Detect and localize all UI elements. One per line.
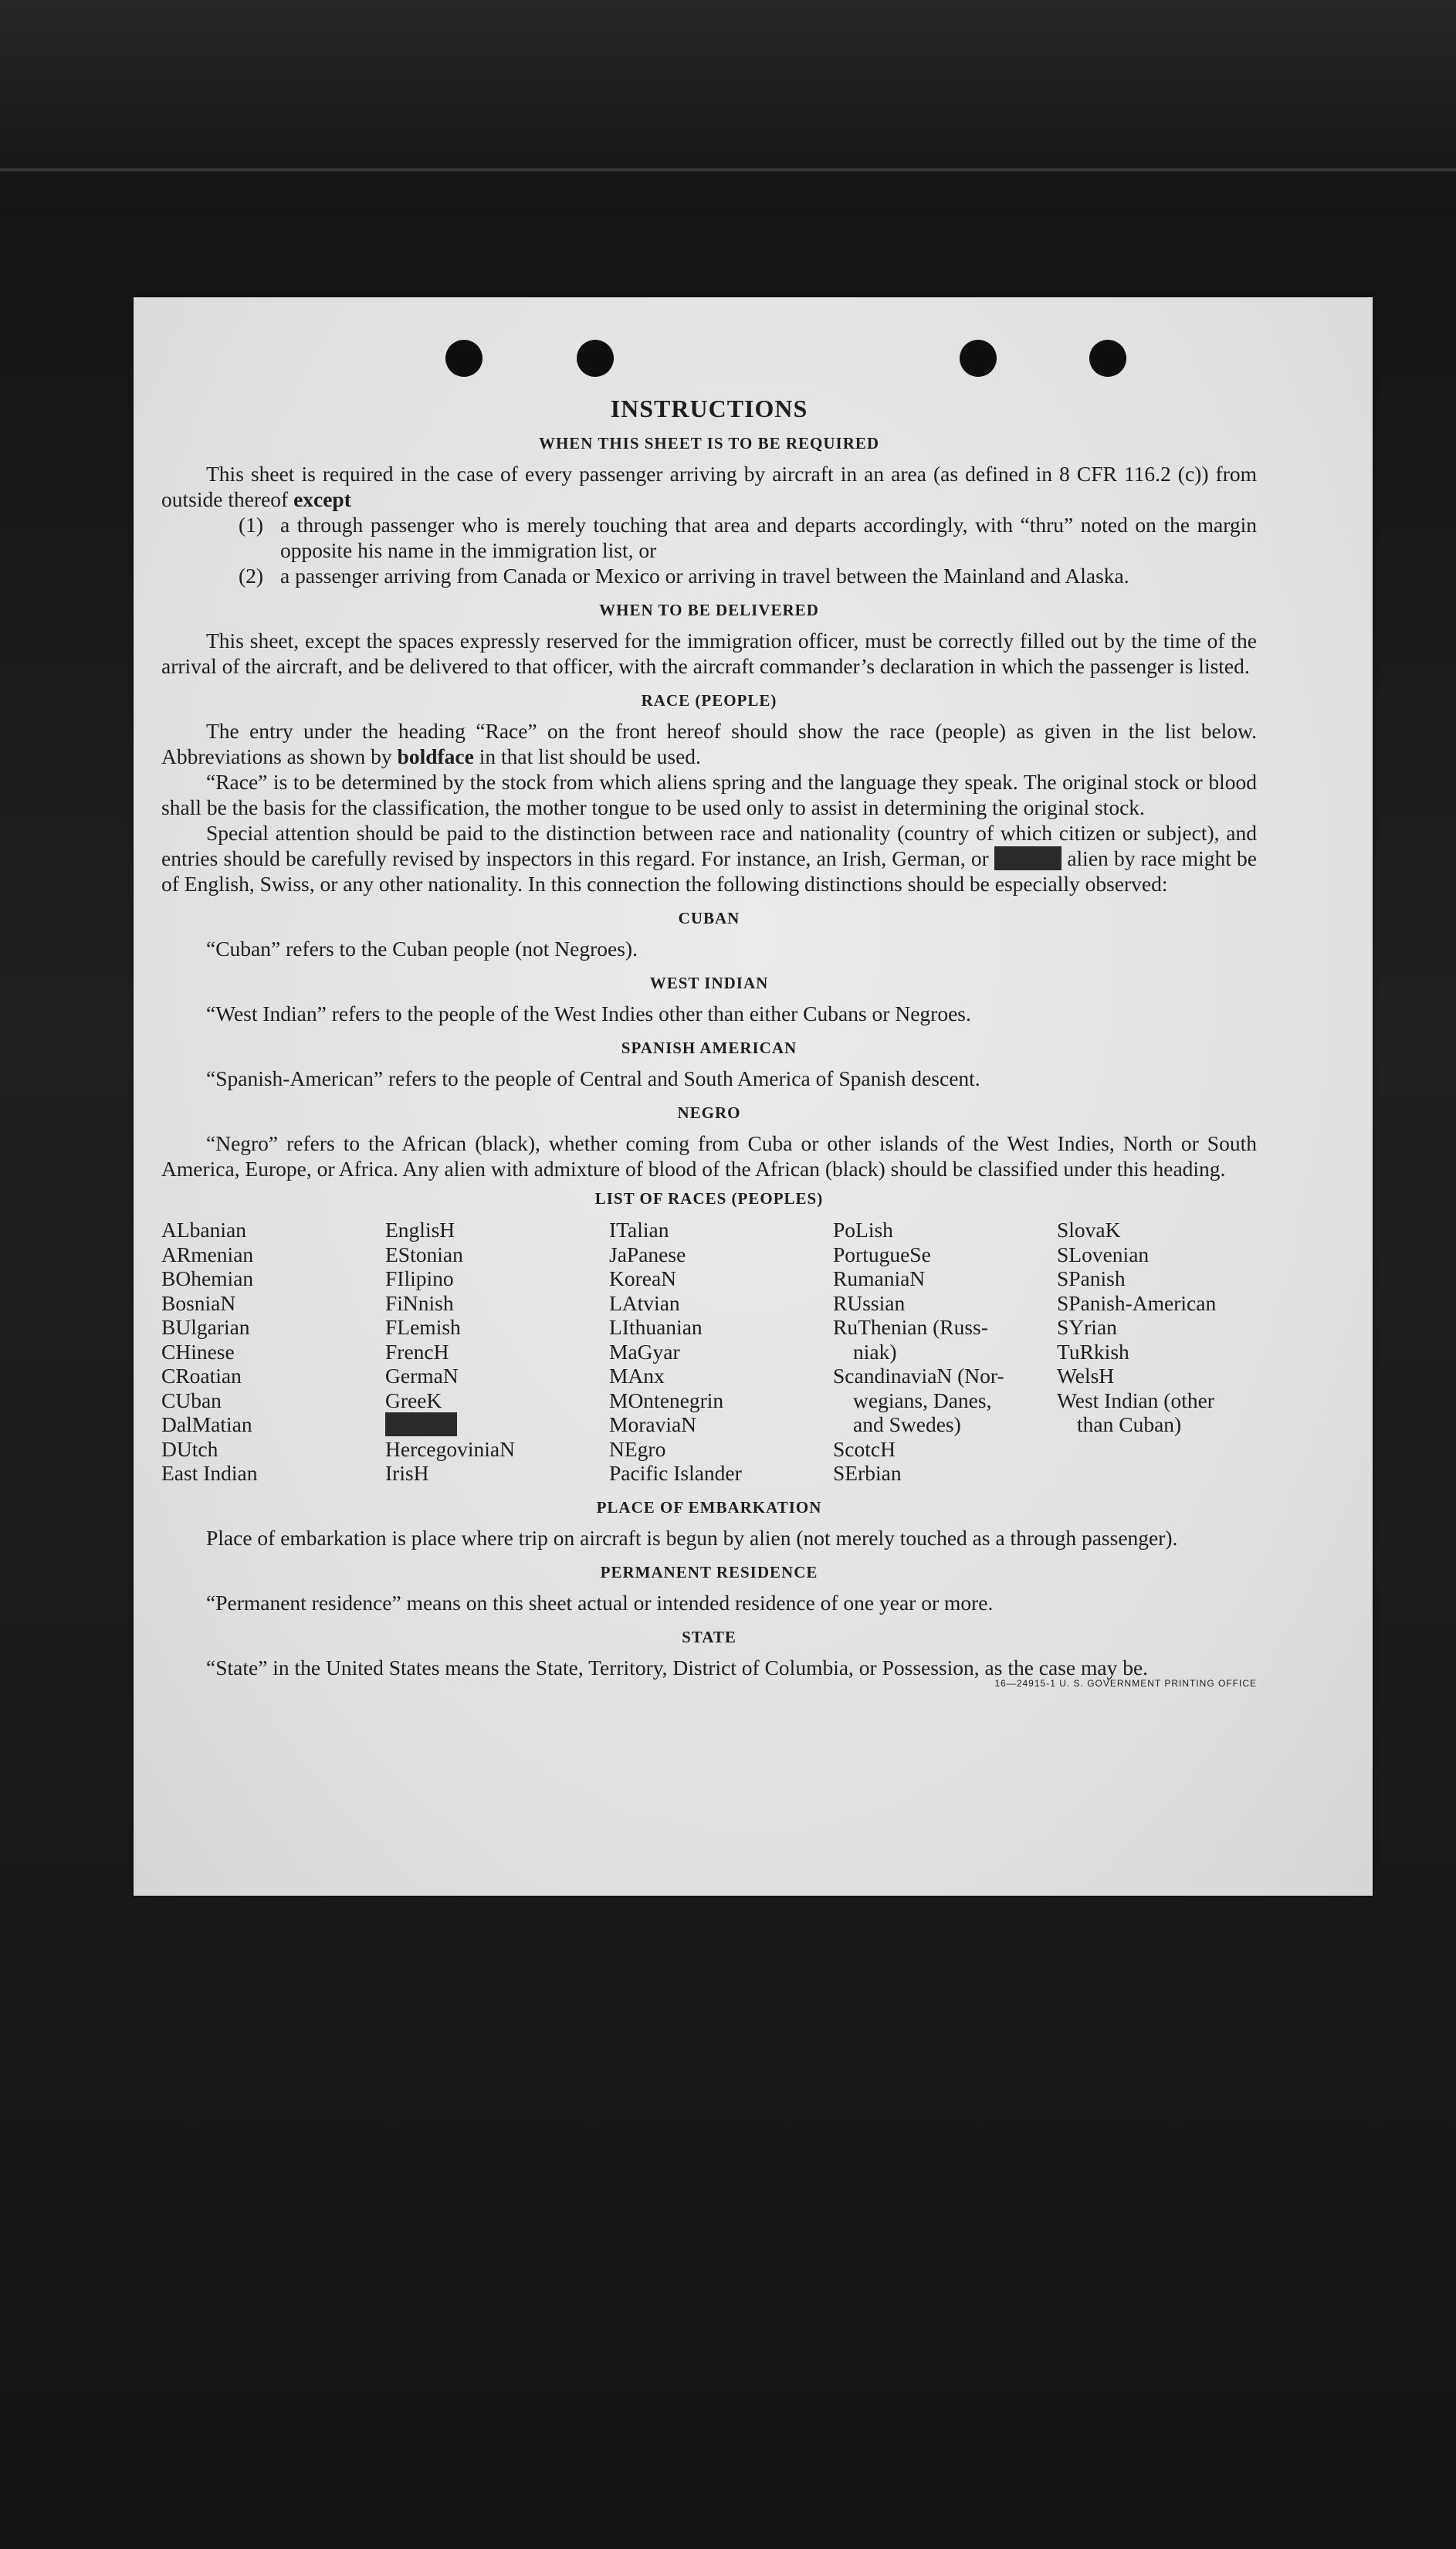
race-column-3 [609, 1218, 833, 1486]
race-entry-continued: than Cuban) [1077, 1412, 1182, 1436]
race-entry: JaPanese [609, 1242, 686, 1266]
heading-spanish-american: SPANISH AMERICAN [621, 1039, 797, 1057]
race-entry-continued: wegians, Danes, [853, 1388, 992, 1412]
race-entry: IrisH [385, 1461, 429, 1485]
race-entry: SPanish-American [1057, 1290, 1217, 1315]
race-entry: ALbanian [161, 1218, 246, 1242]
sheet-content [161, 396, 1257, 1697]
race-column-4 [833, 1218, 1057, 1486]
race-paragraph-2: “Race” is to be determined by the stock from which aliens spring and the language they speak. The original stock or blood shall be the basis for the classification, the mother tongue to be used only to assist in determining the original stock. [161, 770, 1257, 819]
race-entry: MoraviaN [609, 1412, 697, 1436]
instruction-sheet [134, 297, 1373, 1896]
struck-out-word: Hebrew [994, 846, 1062, 870]
race-entry: TuRkish [1057, 1339, 1129, 1364]
race-entry: FLemish [385, 1315, 461, 1339]
race-entry: HercegoviniaN [385, 1436, 515, 1461]
exception-item-2: (2) a passenger arriving from Canada or Mexico or arriving in travel between the Mainland and Alaska. [239, 564, 1129, 588]
race-entry: SYrian [1057, 1315, 1117, 1339]
punch-hole [960, 340, 997, 377]
race-entry: SErbian [833, 1461, 902, 1485]
race-entry: BosniaN [161, 1290, 236, 1315]
race-entry-continued: and Swedes) [853, 1412, 961, 1436]
heading-west-indian: WEST INDIAN [649, 974, 769, 992]
race-entry: NEgro [609, 1436, 666, 1461]
race-entry: SPanish [1057, 1266, 1126, 1290]
delivered-text: This sheet, except the spaces expressly reserved for the immigration officer, must be correctly filled out by the time of the arrival of the aircraft, and be delivered to that officer, with the aircraft commander’s declaration in which the passenger is listed. [161, 629, 1257, 678]
race-paragraph-3: Special attention should be paid to the distinction between race and nationality (country of which citizen or subject), and entries should be carefully revised by inspectors in this regard. For instance, an Irish, German, or Hebrew alien by race might be of English, Swiss, or any other nationality. In this connection the following distinctions should be especially observed: [161, 821, 1258, 896]
race-entry: LAtvian [609, 1290, 680, 1315]
race-entry: CRoatian [161, 1364, 242, 1388]
race-entry: KoreaN [609, 1266, 677, 1290]
race-entry: BUlgarian [161, 1315, 250, 1339]
race-entry: PoLish [833, 1218, 893, 1242]
heading-list-of-races: LIST OF RACES (PEOPLES) [594, 1189, 824, 1208]
heading-state: STATE [682, 1627, 736, 1646]
race-entry: PortugueSe [833, 1242, 931, 1266]
race-entry: MAnx [609, 1364, 665, 1388]
heading-negro: NEGRO [677, 1103, 741, 1122]
residence-text: “Permanent residence” means on this sheet actual or intended residence of one year or more. [206, 1590, 994, 1615]
race-entry: WelsH [1057, 1364, 1115, 1388]
required-intro: This sheet is required in the case of every passenger arriving by aircraft in an area (as defined in 8 CFR 116.2 (c)) from outside thereof except [161, 462, 1257, 511]
heading-cuban: CUBAN [678, 909, 740, 927]
race-column-2 [385, 1218, 609, 1486]
race-entry: GermaN [385, 1364, 459, 1388]
race-entry: LIthuanian [609, 1315, 703, 1339]
race-entry: MOntenegrin [609, 1388, 724, 1412]
heading-embarkation: PLACE OF EMBARKATION [596, 1497, 822, 1517]
race-entry: West Indian (other [1057, 1388, 1214, 1412]
race-entry: FiNnish [385, 1290, 454, 1315]
race-entry: ARmenian [161, 1242, 254, 1266]
punch-hole [445, 340, 483, 377]
heading-delivered: WHEN TO BE DELIVERED [599, 601, 819, 619]
exception-item-1: (1) a through passenger who is merely touching that area and departs accordingly, with “thru” noted on the margin opposite his name in the immigration list, or [239, 513, 1257, 562]
heading-residence: PERMANENT RESIDENCE [600, 1562, 818, 1581]
cuban-text: “Cuban” refers to the Cuban people (not Negroes). [206, 937, 638, 961]
race-entry: CUban [161, 1388, 222, 1412]
punch-hole [577, 340, 614, 377]
race-entry: EnglisH [385, 1218, 455, 1242]
race-entry: ITalian [609, 1218, 669, 1242]
race-entry: DalMatian [161, 1412, 252, 1436]
scan-artifact-line [0, 168, 1456, 171]
race-entry: RUssian [833, 1290, 906, 1315]
race-entry: FIlipino [385, 1266, 454, 1290]
heading-required: WHEN THIS SHEET IS TO BE REQUIRED [538, 434, 880, 453]
race-entry: GreeK [385, 1388, 442, 1412]
race-entry: BOhemian [161, 1266, 254, 1290]
spanish-american-text: “Spanish-American” refers to the people of Central and South America of Spanish descent. [206, 1066, 980, 1090]
race-entry: East Indian [161, 1461, 258, 1485]
race-entry: RuThenian (Russ- [833, 1315, 988, 1339]
race-entry: ScandinaviaN (Nor- [833, 1364, 1004, 1388]
race-entry: CHinese [161, 1339, 235, 1364]
west-indian-text: “West Indian” refers to the people of the West Indies other than either Cubans or Negroes. [206, 1002, 971, 1025]
race-entry: RumaniaN [833, 1266, 926, 1290]
race-entry: DUtch [161, 1436, 218, 1461]
negro-text: “Negro” refers to the African (black), whether coming from Cuba or other islands of the West Indies, North or South America, Europe, or Africa. Any alien with admixture of blood of the African (black) should be classified under this heading. [161, 1131, 1257, 1181]
race-entry: Pacific Islander [609, 1461, 742, 1485]
embarkation-text: Place of embarkation is place where trip on aircraft is begun by alien (not merely touched as a through passenger). [206, 1525, 1178, 1550]
race-entry: ScotcH [833, 1436, 896, 1461]
race-entry: SlovaK [1057, 1218, 1121, 1242]
race-entry: FrencH [385, 1339, 449, 1364]
race-column-5 [1057, 1218, 1258, 1486]
race-entry: SLovenian [1057, 1242, 1150, 1266]
page-title: INSTRUCTIONS [610, 395, 808, 422]
race-column-1 [161, 1218, 385, 1486]
heading-race: RACE (PEOPLE) [641, 691, 777, 710]
race-entry: MaGyar [609, 1339, 680, 1364]
state-text: “State” in the United States means the State, Territory, District of Columbia, or Possession, as the case may be. [206, 1655, 1149, 1680]
race-paragraph-1: The entry under the heading “Race” on the front hereof should show the race (people) as given in the list below. Abbreviations as shown by boldface in that list should be used. [161, 719, 1257, 768]
race-entry-continued: niak) [853, 1339, 897, 1364]
race-entry: EStonian [385, 1242, 463, 1266]
race-entry-struck: HebreW [385, 1412, 458, 1436]
punch-hole [1089, 340, 1126, 377]
print-code: 16—24915-1 U. S. GOVERNMENT PRINTING OFFICE [994, 1677, 1257, 1689]
race-list [161, 1218, 1257, 1486]
